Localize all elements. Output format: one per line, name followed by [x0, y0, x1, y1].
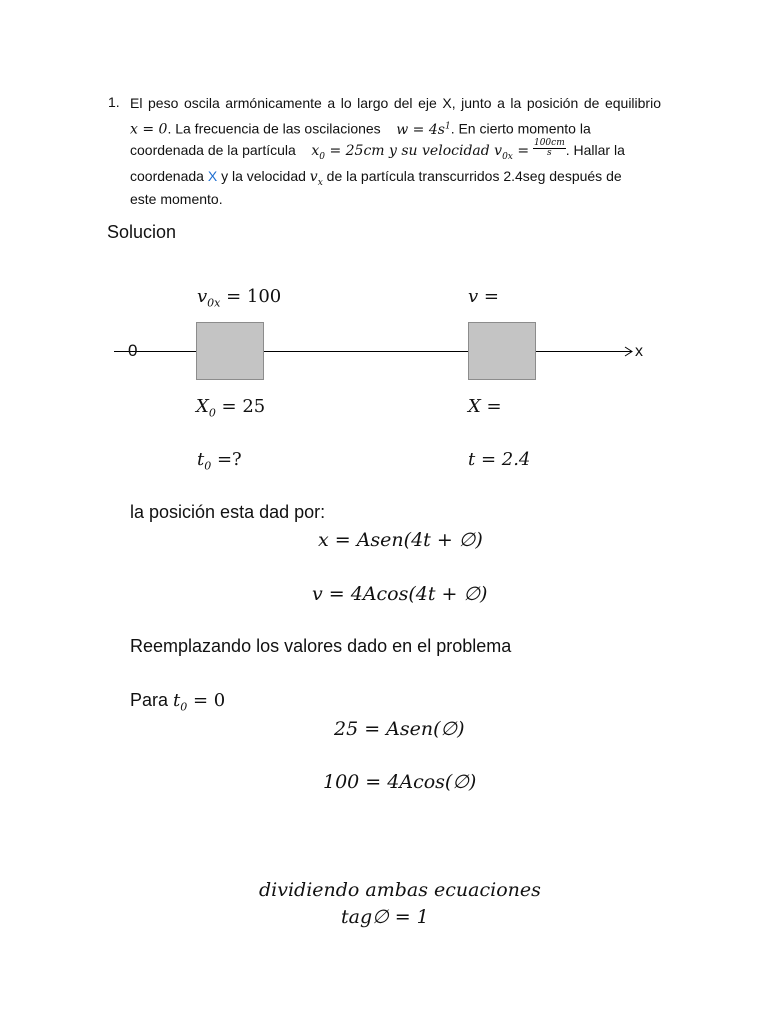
coordinate-text: coordenada de la partícula	[130, 142, 296, 158]
x-axis-line	[114, 351, 632, 352]
dividing-text: dividiendo ambas ecuaciones	[259, 879, 541, 901]
final-block	[468, 322, 536, 380]
initial-conditions-eq: $x_0 = 25cm$ y su velocidad $v_{0x}$ =	[311, 143, 530, 162]
elapsed-text: de la partícula transcurridos 2.4seg después de	[322, 168, 622, 184]
moment-text: . En cierto momento la	[450, 120, 591, 137]
position-equation: x = Asen(4t + ∅)	[318, 529, 483, 551]
final-time-label: t = 2.4	[468, 449, 531, 470]
frequency-eq: $w = 4s^1$	[396, 121, 451, 138]
problem-line-3	[130, 137, 661, 166]
problem-line-5: este momento.	[130, 191, 223, 207]
initial-time-label: $t_0$ =?	[197, 449, 242, 473]
initial-position-label: $X_0 = 25$	[196, 396, 266, 420]
final-position-label: X =	[468, 396, 502, 417]
x-axis-label: x	[635, 343, 643, 360]
initial-time-condition: Para $t_0 = 0$	[130, 690, 226, 714]
velocity-fraction: $\frac{100cm}{s}$	[533, 137, 565, 158]
initial-velocity-label: $v_{0x} = 100$	[197, 286, 282, 310]
x-highlight: X	[207, 168, 218, 184]
problem-line-2	[130, 117, 661, 139]
find-text: . Hallar la	[565, 142, 625, 158]
velocity-equation: v = 4Acos(4t + ∅)	[312, 583, 488, 605]
velocity-at-t0-equation: 100 = 4Acos(∅)	[323, 771, 477, 793]
tangent-equation: tag∅ = 1	[341, 906, 429, 928]
initial-block	[196, 322, 264, 380]
velocity-word: y la velocidad	[217, 168, 310, 184]
problem-line-4	[130, 167, 661, 192]
coordinate-word: coordenada	[130, 168, 208, 184]
final-velocity-label: v =	[468, 286, 499, 307]
position-text: la posición esta dad por:	[130, 502, 326, 522]
position-at-t0-equation: 25 = Asen(∅)	[334, 718, 465, 740]
x-axis-arrow-icon	[624, 346, 634, 357]
problem-line-1: El peso oscila armónicamente a lo largo del eje X, junto a la posición de equilibrio	[130, 95, 661, 111]
origin-label: 0	[128, 341, 138, 360]
solution-heading: Solucion	[107, 222, 177, 242]
vx-symbol: $v_x$	[309, 169, 323, 188]
frequency-text: . La frecuencia de las oscilaciones	[167, 120, 381, 137]
replace-text: Reemplazando los valores dado en el problema	[130, 636, 512, 656]
problem-number: 1.	[108, 94, 120, 110]
t0-symbol: $t_0 = 0$	[173, 690, 226, 714]
equilibrium-eq: x = 0	[130, 121, 168, 138]
